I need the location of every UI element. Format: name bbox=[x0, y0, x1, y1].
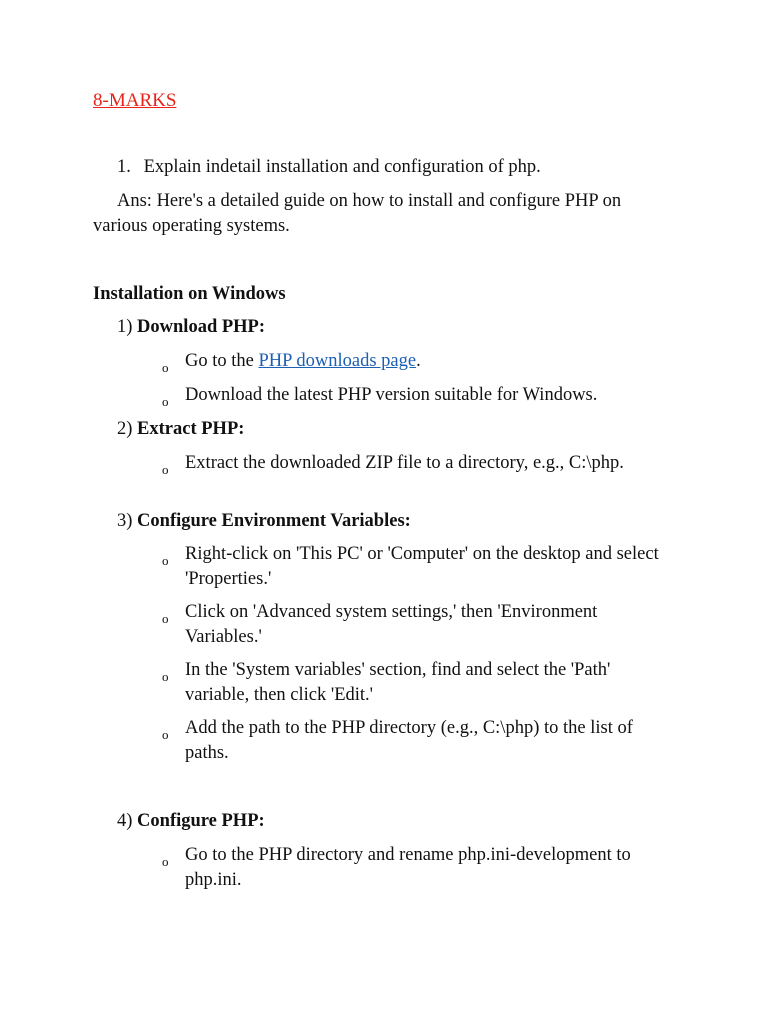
step-configure-php bbox=[117, 809, 265, 834]
step-download-php bbox=[117, 315, 265, 340]
list-item bbox=[162, 542, 667, 592]
list-item-text: Download the latest PHP version suitable for Windows. bbox=[185, 385, 598, 405]
section-title: Installation on Windows bbox=[93, 284, 286, 304]
list-item bbox=[162, 843, 667, 893]
hollow-bullet-icon: o bbox=[162, 669, 169, 684]
hollow-bullet-icon: o bbox=[162, 360, 169, 375]
question-text: Explain indetail installation and configuration of php. bbox=[143, 157, 541, 177]
step-configure-env bbox=[117, 509, 411, 534]
hollow-bullet-icon: o bbox=[162, 854, 169, 869]
list-item-text: Add the path to the PHP directory (e.g., C:\php) to the list of paths. bbox=[185, 718, 633, 763]
list-item bbox=[162, 658, 667, 708]
list-item bbox=[162, 349, 667, 374]
question bbox=[117, 155, 541, 180]
list-item-text: Go to the PHP directory and rename php.ini-development to php.ini. bbox=[185, 845, 631, 890]
step-number: 1) bbox=[117, 317, 133, 337]
step-extract-php bbox=[117, 417, 244, 442]
list-item-text: In the 'System variables' section, find and select the 'Path' variable, then click 'Edit.' bbox=[185, 660, 611, 705]
list-item-text: Right-click on 'This PC' or 'Computer' on the desktop and select 'Properties.' bbox=[185, 544, 659, 589]
step-label: Configure PHP: bbox=[137, 811, 265, 831]
list-item-text: . bbox=[416, 351, 421, 371]
hollow-bullet-icon: o bbox=[162, 611, 169, 626]
step-label: Download PHP: bbox=[137, 317, 266, 337]
php-downloads-link[interactable]: PHP downloads page bbox=[258, 351, 417, 371]
list-item-text: Go to the bbox=[185, 351, 259, 371]
hollow-bullet-icon: o bbox=[162, 727, 169, 742]
hollow-bullet-icon: o bbox=[162, 553, 169, 568]
hollow-bullet-icon: o bbox=[162, 394, 169, 409]
list-item bbox=[162, 451, 667, 476]
list-item bbox=[162, 383, 667, 408]
list-item-text: Click on 'Advanced system settings,' then 'Environment Variables.' bbox=[185, 602, 598, 647]
list-item-text: Extract the downloaded ZIP file to a directory, e.g., C:\php. bbox=[185, 453, 624, 473]
step-number: 4) bbox=[117, 811, 133, 831]
hollow-bullet-icon: o bbox=[162, 462, 169, 477]
list-item bbox=[162, 716, 667, 766]
marks-heading: 8-MARKS bbox=[93, 90, 177, 111]
step-label: Configure Environment Variables: bbox=[137, 511, 411, 531]
step-number: 3) bbox=[117, 511, 133, 531]
step-label: Extract PHP: bbox=[137, 419, 245, 439]
question-number: 1. bbox=[117, 157, 131, 177]
answer-paragraph: Ans: Here's a detailed guide on how to install and configure PHP on various operating systems. bbox=[93, 191, 622, 236]
step-number: 2) bbox=[117, 419, 133, 439]
list-item bbox=[162, 600, 667, 650]
